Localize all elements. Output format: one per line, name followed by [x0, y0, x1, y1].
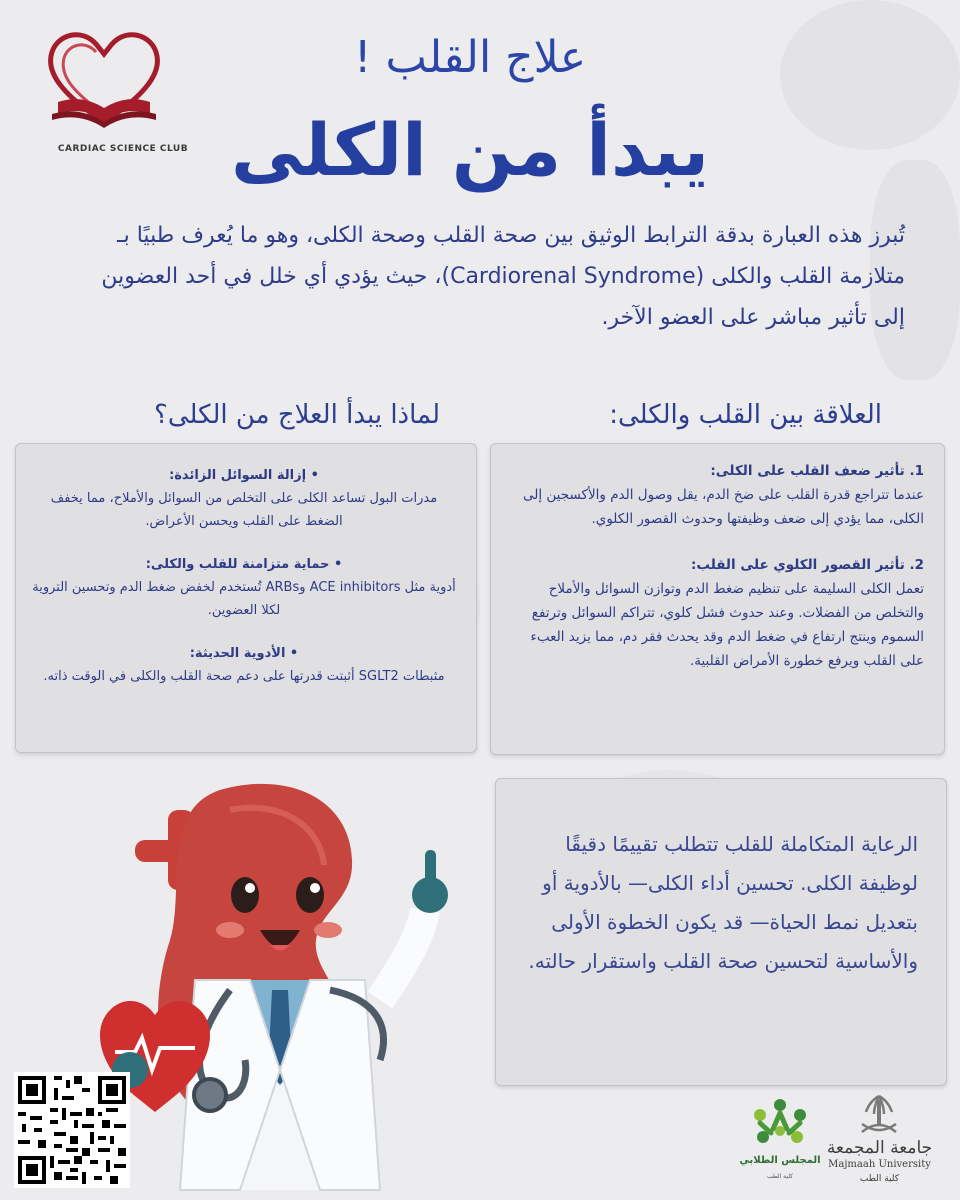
title-line-2: يبدأ من الكلى — [230, 108, 710, 192]
faculty-name: كلية الطب — [859, 1174, 900, 1184]
kidney-doctor-illustration — [80, 770, 480, 1200]
qr-code-icon — [14, 1072, 130, 1188]
club-logo — [38, 22, 189, 154]
item-body: مثبطات SGLT2 أثبتت قدرتها على دعم صحة القلب والكلى في الوقت ذاته. — [43, 669, 445, 684]
item-body: مدرات البول تساعد الكلى على التخلص من السوائل والأملاح، مما يخفف الضغط على القلب ويحسن الأعراض. — [50, 491, 438, 529]
conclusion-text: الرعاية المتكاملة للقلب تتطلب تقييمًا دقيقًا لوظيفة الكلى. تحسين أداء الكلى— بالأدوية أو بتعديل نمط الحياة— قد يكون الخطوة الأولى والأساسية لتحسين صحة القلب واستقرار حالته. — [528, 832, 918, 973]
title-line-1: علاج القلب ! — [353, 32, 587, 83]
right-column-heading: العلاقة بين القلب والكلى: — [609, 400, 882, 430]
item-title: • إزالة السوائل الزائدة: — [169, 468, 319, 483]
club-name: CARDIAC SCIENCE CLUB — [57, 144, 189, 154]
item-title: 2. تأثير القصور الكلوي على القلب: — [691, 557, 924, 573]
conclusion-box — [495, 778, 947, 1086]
why-kidneys-box — [15, 443, 477, 753]
council-name: المجلس الطلابي — [739, 1155, 821, 1166]
heart-kidney-relation-box — [490, 443, 945, 755]
university-name-english: Majmaah University — [828, 1159, 931, 1170]
qr-code[interactable] — [14, 1072, 130, 1188]
heart-book-icon — [38, 22, 170, 137]
item-body: أدوية مثل ACE inhibitors وARBs تُستخدم لخفض ضغط الدم وتحسين التروية لكلا العضوين. — [32, 580, 456, 618]
relation-list — [505, 459, 924, 673]
item-body: تعمل الكلى السليمة على تنظيم ضغط الدم وتوازن السوائل والأملاح والتخلص من الفضلات. وعند حدوث فشل كلوي، تتراكم السوائل وترتفع السموم وينتج ارتفاع في ضغط الدم وقد يحدث فقر دم، مما يزيد العبء على القلب ويرفع خطورة الأمراض القلبية. — [530, 581, 924, 669]
item-body: عندما تتراجع قدرة القلب على ضخ الدم، يقل وصول الدم والأكسجين إلى الكلى، مما يؤدي إلى ضعف وظيفتها وحدوث القصور الكلوي. — [523, 487, 924, 527]
university-name-arabic: جامعة المجمعة — [826, 1138, 933, 1158]
intro-paragraph: تُبرز هذه العبارة بدقة الترابط الوثيق بين صحة القلب وصحة الكلى، وهو ما يُعرف طبيًا بـ متلازمة القلب والكلى (Cardiorenal Syndrome)، حيث يؤدي أي خلل في أحد العضوين إلى تأثير مباشر على العضو الآخر. — [101, 223, 905, 330]
university-logo — [822, 1092, 937, 1192]
kidney-doctor-mascot — [80, 770, 480, 1200]
item-title: • الأدوية الحديثة: — [189, 646, 299, 661]
palm-swords-emblem-icon — [822, 1092, 937, 1138]
why-kidneys-list — [30, 464, 458, 688]
student-council-logo — [735, 1095, 825, 1195]
background-decoration — [780, 0, 960, 150]
item-title: • حماية متزامنة للقلب والكلى: — [145, 557, 343, 572]
council-faculty: كلية الطب — [766, 1173, 794, 1180]
item-title: 1. تأثير ضعف القلب على الكلى: — [710, 463, 924, 479]
people-circle-icon — [735, 1095, 825, 1155]
left-column-heading: لماذا يبدأ العلاج من الكلى؟ — [154, 400, 440, 430]
